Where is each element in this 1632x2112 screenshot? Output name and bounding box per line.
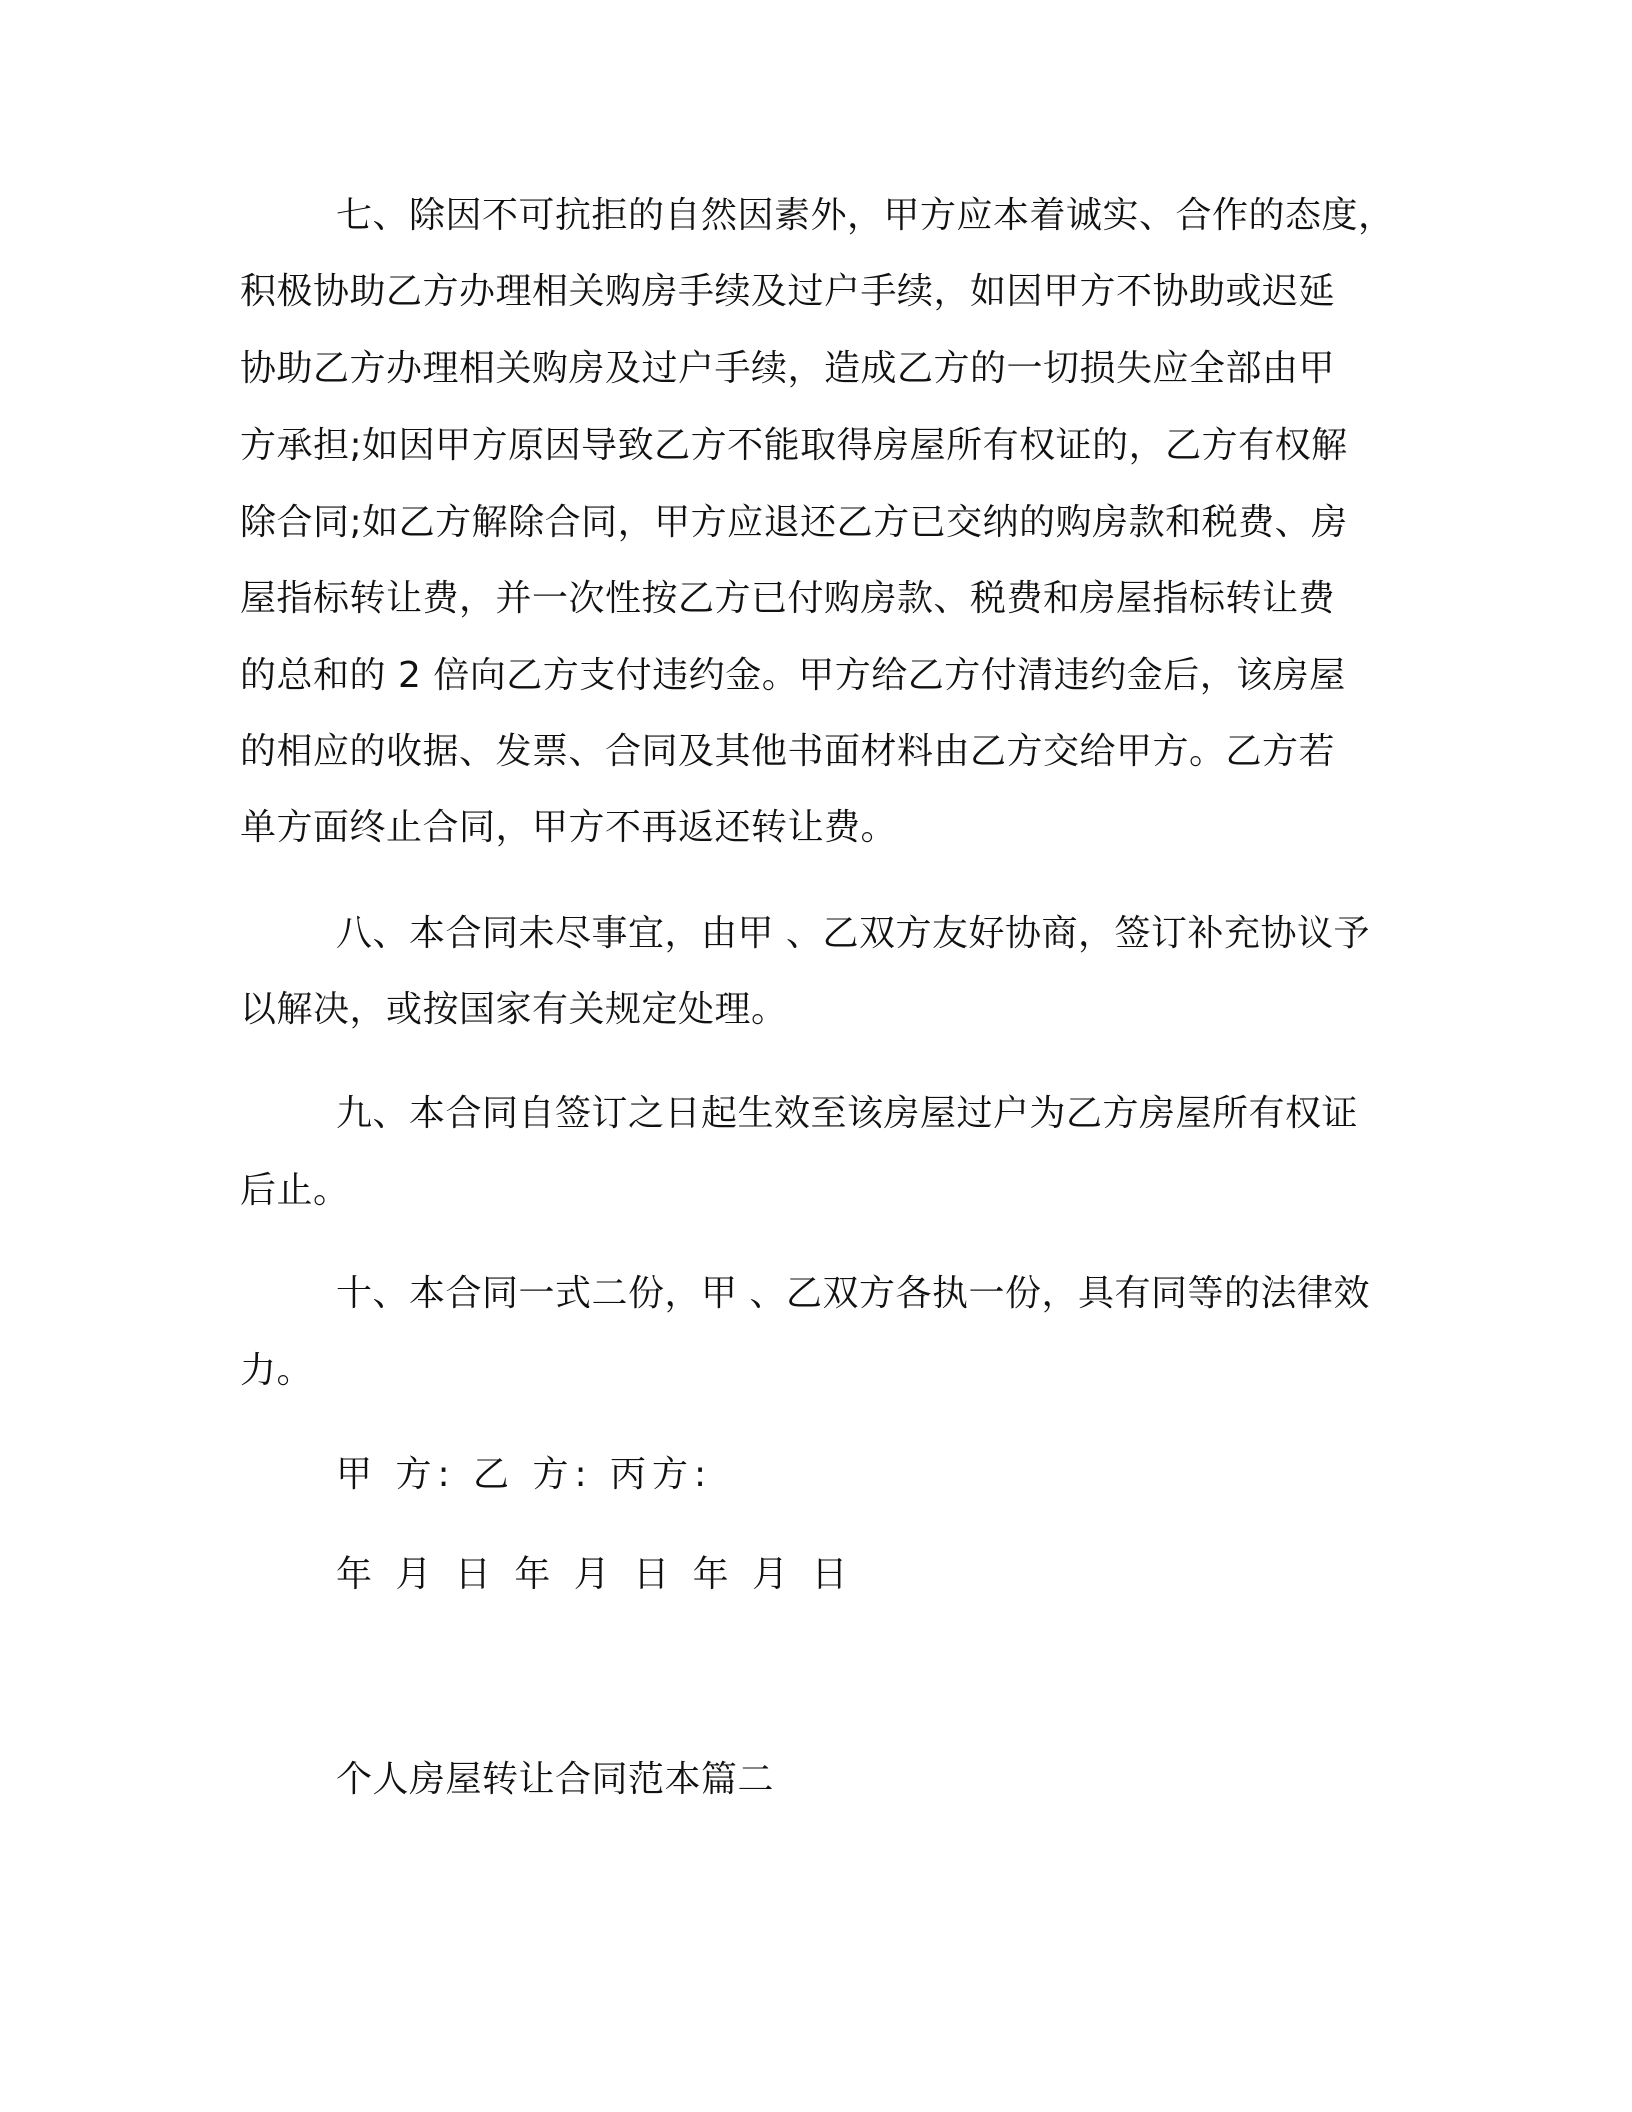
- signature-dates: 年 月 日 年 月 日 年 月 日: [336, 1554, 854, 1595]
- clause-7-line: 方承担;如因甲方原因导致乙方不能取得房屋所有权证的，乙方有权解: [240, 425, 1348, 466]
- clause-8-line: 以解决，或按国家有关规定处理。: [240, 989, 788, 1030]
- clause-7-line: 的总和的 2 倍向乙方支付违约金。甲方给乙方付清违约金后，该房屋: [240, 655, 1346, 696]
- clause-10-line: 力。: [240, 1350, 314, 1391]
- clause-7-line: 屋指标转让费，并一次性按乙方已付购房款、税费和房屋指标转让费: [240, 578, 1336, 619]
- clause-7-line: 的相应的收据、发票、合同及其他书面材料由乙方交给甲方。乙方若: [240, 731, 1336, 772]
- clause-9-line: 九、本合同自签订之日起生效至该房屋过户为乙方房屋所有权证: [336, 1093, 1359, 1134]
- clause-7-line: 七、除因不可抗拒的自然因素外，甲方应本着诚实、合作的态度，: [336, 195, 1395, 236]
- clause-7-line: 协助乙方办理相关购房及过户手续，造成乙方的一切损失应全部由甲: [240, 348, 1336, 389]
- clause-7-line: 积极协助乙方办理相关购房手续及过户手续，如因甲方不协助或迟延: [240, 271, 1336, 312]
- clause-7-line: 单方面终止合同，甲方不再返还转让费。: [240, 807, 898, 848]
- clause-7-line: 除合同;如乙方解除合同，甲方应退还乙方已交纳的购房款和税费、房: [240, 502, 1348, 543]
- clause-8-line: 八、本合同未尽事宜，由甲 、乙双方友好协商，签订补充协议予: [336, 913, 1370, 954]
- next-section-title: 个人房屋转让合同范本篇二: [336, 1759, 775, 1800]
- signature-parties: 甲 方: 乙 方: 丙方:: [336, 1454, 713, 1495]
- clause-10-line: 十、本合同一式二份，甲 、乙双方各执一份，具有同等的法律效: [336, 1273, 1370, 1314]
- clause-9-line: 后止。: [240, 1170, 350, 1211]
